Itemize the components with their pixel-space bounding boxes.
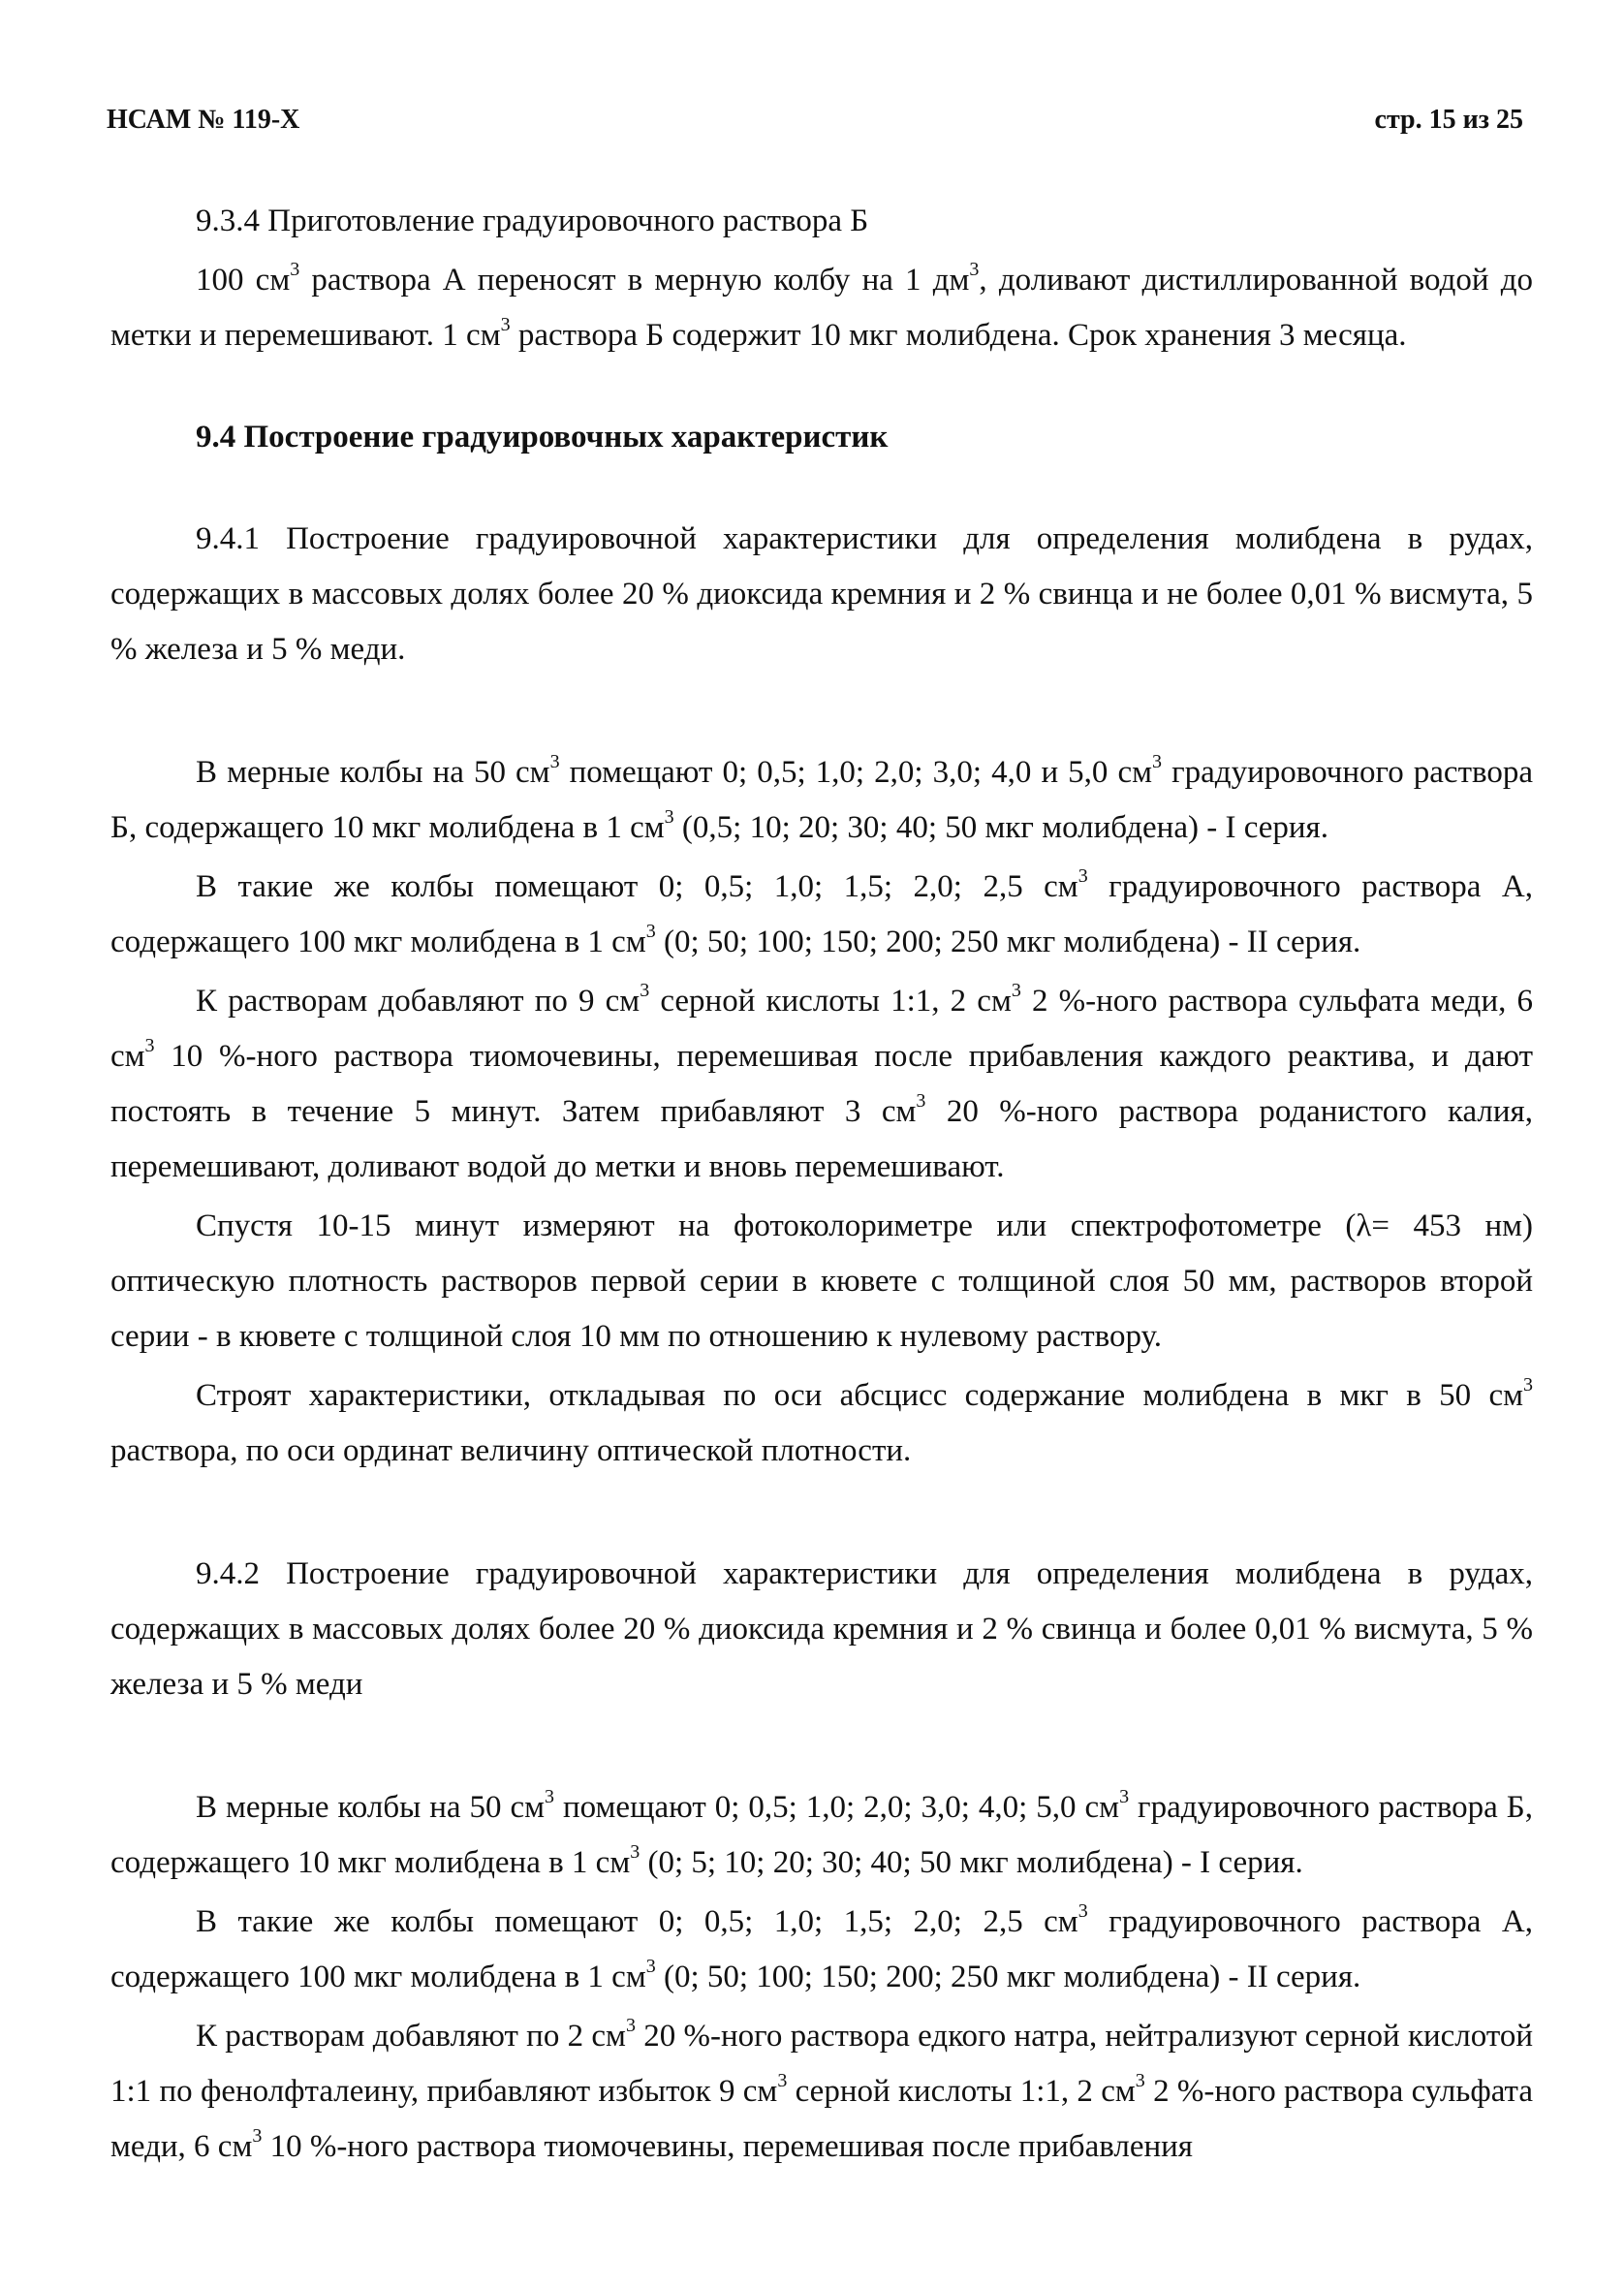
document-body (110, 194, 1533, 2175)
subsection-title-9-3-4: 9.3.4 Приготовление градуировочного раствора Б (196, 204, 869, 238)
superscript: 3 (144, 1035, 155, 1056)
superscript: 3 (1077, 865, 1088, 887)
paragraph: К растворам добавляют по 9 $см^3$ серной кислоты 1:1, 2 $см^3$ 2 %-ного раствора сульфата меди, 6 $см^3$ 10 %-ного раствора тиомочевины, перемешивая после прибавления каждого реактива, и дают постоять в течение 5 минут. Затем прибавляют 3 $см^3$ 20 %-ного раствора роданистого калия, перемешивают, доливают водой до метки и вновь перемешивают. (110, 980, 1533, 1184)
superscript: 3 (630, 1841, 640, 1863)
superscript: 3 (640, 980, 650, 1001)
superscript: 3 (625, 2015, 636, 2036)
superscript: 3 (290, 259, 300, 280)
paragraph: Спустя 10-15 минут измеряют на фотоколориметре или спектрофотометре (λ= 453 нм) оптическую плотность растворов первой серии в кювете с толщиной слоя 50 мм, растворов второй серии - в кювете с толщиной слоя 10 мм по отношению к нулевому раствору. (110, 1208, 1533, 1354)
paragraph: В мерные колбы на 50 $см^3$ помещают 0; 0,5; 1,0; 2,0; 3,0; 4,0; 5,0 $см^3$ градуировочного раствора Б, содержащего 10 мкг молибдена в 1 $см^3$ (0; 5; 10; 20; 30; 40; 50 мкг молибдена) - I серия. (110, 1786, 1533, 1880)
superscript: 3 (1523, 1374, 1533, 1396)
superscript: 3 (1011, 980, 1021, 1001)
section-heading-9-4: 9.4 Построение градуировочных характеристик (196, 420, 889, 455)
paragraph: Строят характеристики, откладывая по оси абсцисс содержание молибдена в мкг в 50 $см^3$ раствора, по оси ординат величину оптической плотности. (110, 1374, 1533, 1468)
superscript: 3 (645, 1956, 656, 1977)
page-number: стр. 15 из 25 (1374, 105, 1523, 135)
superscript: 3 (1119, 1786, 1130, 1807)
superscript: 3 (777, 2070, 788, 2091)
superscript: 3 (916, 1090, 926, 1112)
superscript: 3 (549, 751, 560, 772)
document-id: НСАМ № 119-Х (107, 105, 300, 135)
paragraph: К растворам добавляют по 2 $см^3$ 20 %-ного раствора едкого натра, нейтрализуют серной кислотой 1:1 по фенолфталеину, прибавляют избыток 9 $см^3$ серной кислоты 1:1, 2 $см^3$ 2 %-ного раствора сульфата меди, 6 $см^3$ 10 %-ного раствора тиомочевины, перемешивая после прибавления (110, 2015, 1533, 2164)
paragraph: В такие же колбы помещают 0; 0,5; 1,0; 1,5; 2,0; 2,5 $см^3$ градуировочного раствора А, содержащего 100 мкг молибдена в 1 $см^3$ (0; 50; 100; 150; 200; 250 мкг молибдена) - II серия. (110, 1900, 1533, 1994)
superscript: 3 (1135, 2070, 1145, 2091)
superscript: 3 (645, 921, 656, 942)
superscript: 3 (252, 2125, 263, 2147)
page-header (107, 105, 1523, 143)
paragraph: В такие же колбы помещают 0; 0,5; 1,0; 1,5; 2,0; 2,5 $см^3$ градуировочного раствора А, содержащего 100 мкг молибдена в 1 $см^3$ (0; 50; 100; 150; 200; 250 мкг молибдена) - II серия. (110, 865, 1533, 959)
subsection-title-9-4-2: 9.4.2 Построение градуировочной характеристики для определения молибдена в рудах, содержащих в массовых долях более 20 % диоксида кремния и 2 % свинца и более 0,01 % висмута, 5 % железа и 5 % меди (110, 1556, 1533, 1702)
superscript: 3 (664, 806, 674, 828)
paragraph: 100 $см^3$ раствора А переносят в мерную колбу на 1 $дм^3$, доливают дистиллированной водой до метки и перемешивают. 1 $см^3$ раствора Б содержит 10 мкг молибдена. Срок хранения 3 месяца. (110, 259, 1534, 353)
superscript: 3 (545, 1786, 555, 1807)
superscript: 3 (500, 314, 511, 335)
superscript: 3 (1077, 1900, 1088, 1922)
superscript: 3 (969, 259, 980, 280)
paragraph: В мерные колбы на 50 $см^3$ помещают 0; 0,5; 1,0; 2,0; 3,0; 4,0 и 5,0 $см^3$ градуировочного раствора Б, содержащего 10 мкг молибдена в 1 $см^3$ (0,5; 10; 20; 30; 40; 50 мкг молибдена) - I серия. (110, 751, 1534, 845)
subsection-title-9-4-1: 9.4.1 Построение градуировочной характеристики для определения молибдена в рудах, содержащих в массовых долях более 20 % диоксида кремния и 2 % свинца и не более 0,01 % висмута, 5 % железа и 5 % меди. (110, 521, 1533, 667)
superscript: 3 (1152, 751, 1163, 772)
